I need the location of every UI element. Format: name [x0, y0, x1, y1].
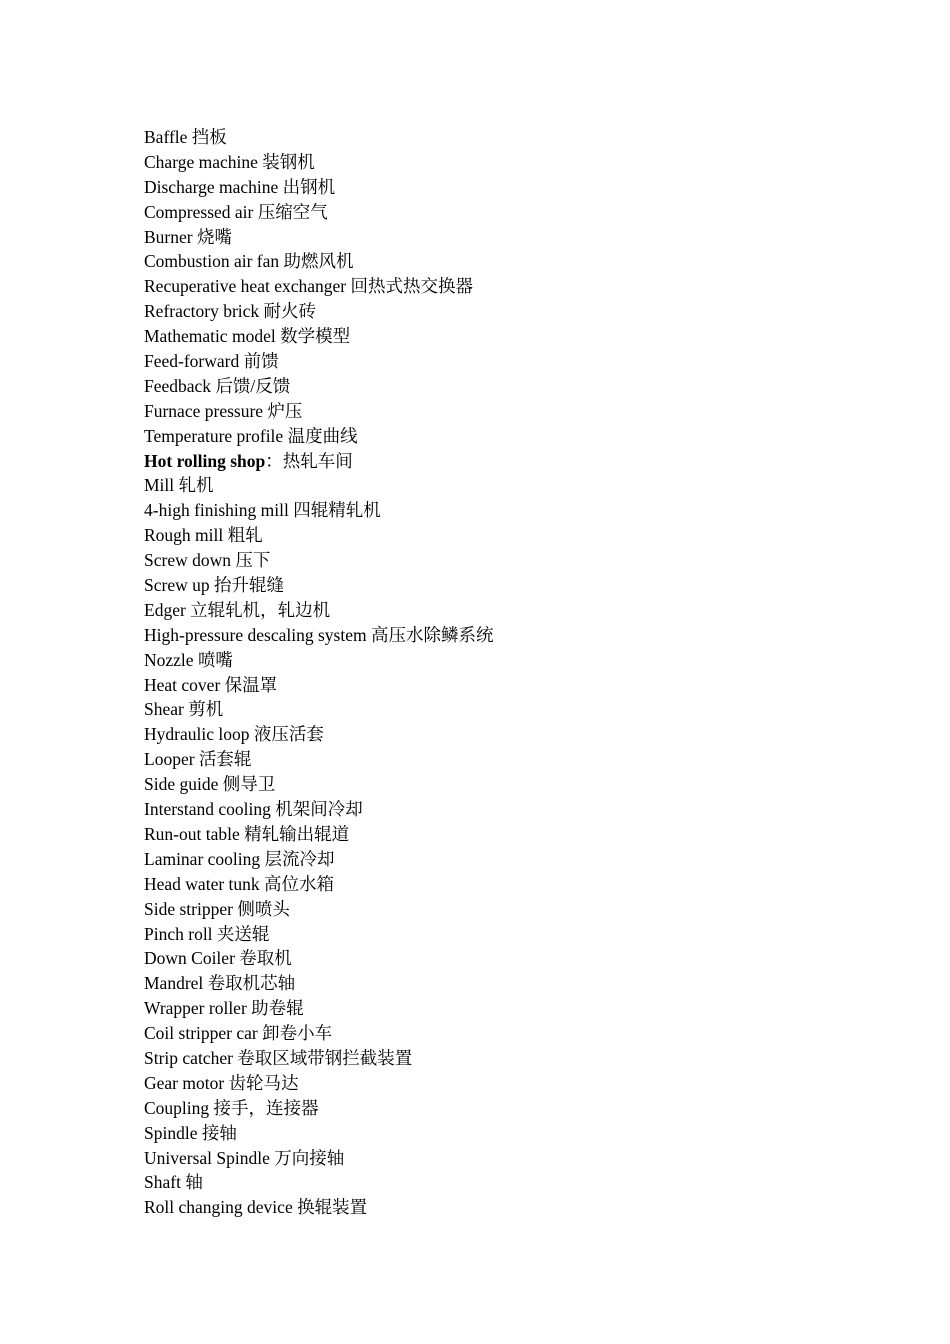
- entry-translation: 高压水除鳞系统: [370, 624, 494, 645]
- glossary-entry: [144, 349, 844, 374]
- entry-term: Shaft: [144, 1172, 181, 1193]
- glossary-entry: [144, 897, 844, 922]
- entry-translation: 接轴: [201, 1122, 237, 1143]
- entry-term: Furnace pressure: [144, 400, 264, 421]
- entry-translation: 炉压: [267, 400, 303, 421]
- entry-term: Compressed air: [144, 201, 254, 222]
- entry-translation: 回热式热交换器: [350, 276, 473, 297]
- glossary-entry: [144, 673, 844, 698]
- entry-translation: 挡板: [191, 127, 227, 147]
- entry-translation: 温度曲线: [287, 425, 358, 446]
- entry-term: Mandrel: [144, 973, 204, 994]
- section-heading-translation: 热轧车间: [282, 450, 353, 471]
- glossary-entry: [144, 1021, 844, 1046]
- entry-translation: 轧机: [178, 475, 214, 496]
- glossary-entry: [144, 847, 844, 872]
- entry-term: Run-out table: [144, 823, 240, 844]
- glossary-entry: [144, 946, 844, 971]
- entry-term: Side guide: [144, 774, 219, 795]
- entry-translation: 前馈: [243, 351, 279, 372]
- entry-term: Heat cover: [144, 674, 221, 695]
- entry-translation: 活套辊: [198, 749, 252, 770]
- entry-translation: 耐火砖: [263, 301, 317, 322]
- entry-translation: 侧喷头: [237, 898, 290, 919]
- glossary-entry: [144, 922, 844, 947]
- entry-term: Edger: [144, 599, 186, 620]
- glossary-entry: [144, 772, 844, 797]
- entry-term: Feedback: [144, 375, 212, 396]
- entry-term: Strip catcher: [144, 1047, 233, 1068]
- entry-translation: 接手，连接器: [213, 1097, 319, 1118]
- entry-translation: 喷嘴: [197, 649, 233, 670]
- entry-translation: 压下: [235, 550, 271, 571]
- entry-term: Hydraulic loop: [144, 724, 250, 745]
- entry-translation: 保温罩: [224, 674, 278, 695]
- entry-term: Head water tunk: [144, 873, 260, 894]
- glossary-entry: [144, 872, 844, 897]
- glossary-entry: [144, 722, 844, 747]
- entry-translation: 机架间冷却: [275, 799, 363, 820]
- entry-term: Laminar cooling: [144, 848, 261, 869]
- glossary-entry: [144, 399, 844, 424]
- entry-term: Coil stripper car: [144, 1023, 258, 1044]
- glossary-entry: [144, 274, 844, 299]
- entry-translation: 精轧输出辊道: [244, 823, 350, 844]
- entry-term: Gear motor: [144, 1072, 225, 1093]
- glossary-entry: [144, 971, 844, 996]
- glossary-entry: [144, 598, 844, 623]
- entry-translation: 万向接轴: [274, 1147, 345, 1168]
- entry-term: Rough mill: [144, 525, 224, 546]
- entry-term: Recuperative heat exchanger: [144, 276, 347, 297]
- glossary-entry: [144, 150, 844, 175]
- entry-term: High-pressure descaling system: [144, 624, 367, 645]
- glossary-entry: [144, 548, 844, 573]
- glossary-entry: [144, 623, 844, 648]
- entry-term: Shear: [144, 699, 184, 720]
- entry-term: Roll changing device: [144, 1197, 293, 1218]
- entry-translation: 后馈/反馈: [215, 375, 291, 396]
- entry-translation: 助卷辊: [251, 998, 304, 1019]
- entry-translation: 轴: [185, 1172, 203, 1193]
- glossary-entry: [144, 797, 844, 822]
- entry-term: Spindle: [144, 1122, 198, 1143]
- entry-term: Mill: [144, 475, 175, 496]
- entry-term: Refractory brick: [144, 301, 260, 322]
- glossary-list: [144, 125, 844, 1220]
- entry-translation: 出钢机: [282, 176, 336, 197]
- glossary-entry: [144, 175, 844, 200]
- section-heading: [144, 449, 844, 474]
- glossary-entry: [144, 648, 844, 673]
- entry-translation: 立辊轧机，轧边机: [190, 599, 331, 620]
- entry-translation: 齿轮马达: [228, 1072, 299, 1093]
- glossary-entry: [144, 498, 844, 523]
- entry-translation: 数学模型: [280, 326, 351, 347]
- glossary-entry: [144, 822, 844, 847]
- entry-term: Universal Spindle: [144, 1147, 270, 1168]
- glossary-entry: [144, 1046, 844, 1071]
- entry-translation: 卷取区域带钢拦截装置: [237, 1047, 413, 1068]
- entry-translation: 液压活套: [253, 724, 324, 745]
- entry-term: Baffle: [144, 127, 188, 147]
- entry-translation: 抬升辊缝: [213, 575, 284, 596]
- glossary-entry: [144, 1170, 844, 1195]
- entry-term: Mathematic model: [144, 326, 276, 347]
- entry-term: Burner: [144, 226, 193, 247]
- entry-translation: 卸卷小车: [262, 1023, 333, 1044]
- glossary-entry: [144, 374, 844, 399]
- entry-term: Pinch roll: [144, 923, 213, 944]
- glossary-entry: [144, 125, 844, 150]
- entry-translation: 侧导卫: [222, 774, 276, 795]
- entry-translation: 装钢机: [262, 151, 315, 172]
- glossary-entry: [144, 324, 844, 349]
- entry-term: Nozzle: [144, 649, 194, 670]
- entry-term: Screw up: [144, 575, 210, 596]
- entry-translation: 压缩空气: [257, 201, 328, 222]
- glossary-entry: [144, 996, 844, 1021]
- glossary-entry: [144, 473, 844, 498]
- glossary-entry: [144, 1121, 844, 1146]
- entry-translation: 卷取机: [239, 948, 292, 969]
- glossary-entry: [144, 249, 844, 274]
- entry-term: Wrapper roller: [144, 998, 247, 1019]
- entry-separator: ：: [265, 450, 283, 471]
- entry-translation: 卷取机芯轴: [207, 973, 296, 994]
- entry-translation: 粗轧: [227, 525, 263, 546]
- entry-term: Screw down: [144, 550, 231, 571]
- entry-term: Interstand cooling: [144, 799, 271, 820]
- section-heading-term: Hot rolling shop: [144, 450, 266, 471]
- entry-translation: 层流冷却: [264, 848, 335, 869]
- entry-term: Looper: [144, 749, 195, 770]
- entry-translation: 四辊精轧机: [293, 500, 381, 521]
- glossary-entry: [144, 747, 844, 772]
- entry-translation: 换辊装置: [297, 1197, 368, 1218]
- entry-term: Down Coiler: [144, 948, 235, 969]
- glossary-entry: [144, 1071, 844, 1096]
- entry-translation: 夹送辊: [216, 923, 270, 944]
- glossary-entry: [144, 225, 844, 250]
- glossary-entry: [144, 1096, 844, 1121]
- entry-term: Side stripper: [144, 898, 233, 919]
- glossary-entry: [144, 697, 844, 722]
- entry-term: Coupling: [144, 1097, 210, 1118]
- entry-term: Temperature profile: [144, 425, 284, 446]
- glossary-entry: [144, 523, 844, 548]
- glossary-entry: [144, 1146, 844, 1171]
- entry-term: Feed-forward: [144, 351, 240, 372]
- glossary-entry: [144, 1195, 844, 1220]
- entry-term: Charge machine: [144, 151, 258, 172]
- glossary-entry: [144, 424, 844, 449]
- glossary-entry: [144, 299, 844, 324]
- entry-term: Combustion air fan: [144, 251, 280, 272]
- glossary-entry: [144, 573, 844, 598]
- entry-translation: 高位水箱: [264, 873, 335, 894]
- entry-translation: 助燃风机: [283, 251, 354, 272]
- entry-term: Discharge machine: [144, 176, 279, 197]
- entry-term: 4-high finishing mill: [144, 500, 289, 521]
- entry-translation: 剪机: [188, 699, 224, 720]
- glossary-entry: [144, 200, 844, 225]
- entry-translation: 烧嘴: [196, 226, 232, 247]
